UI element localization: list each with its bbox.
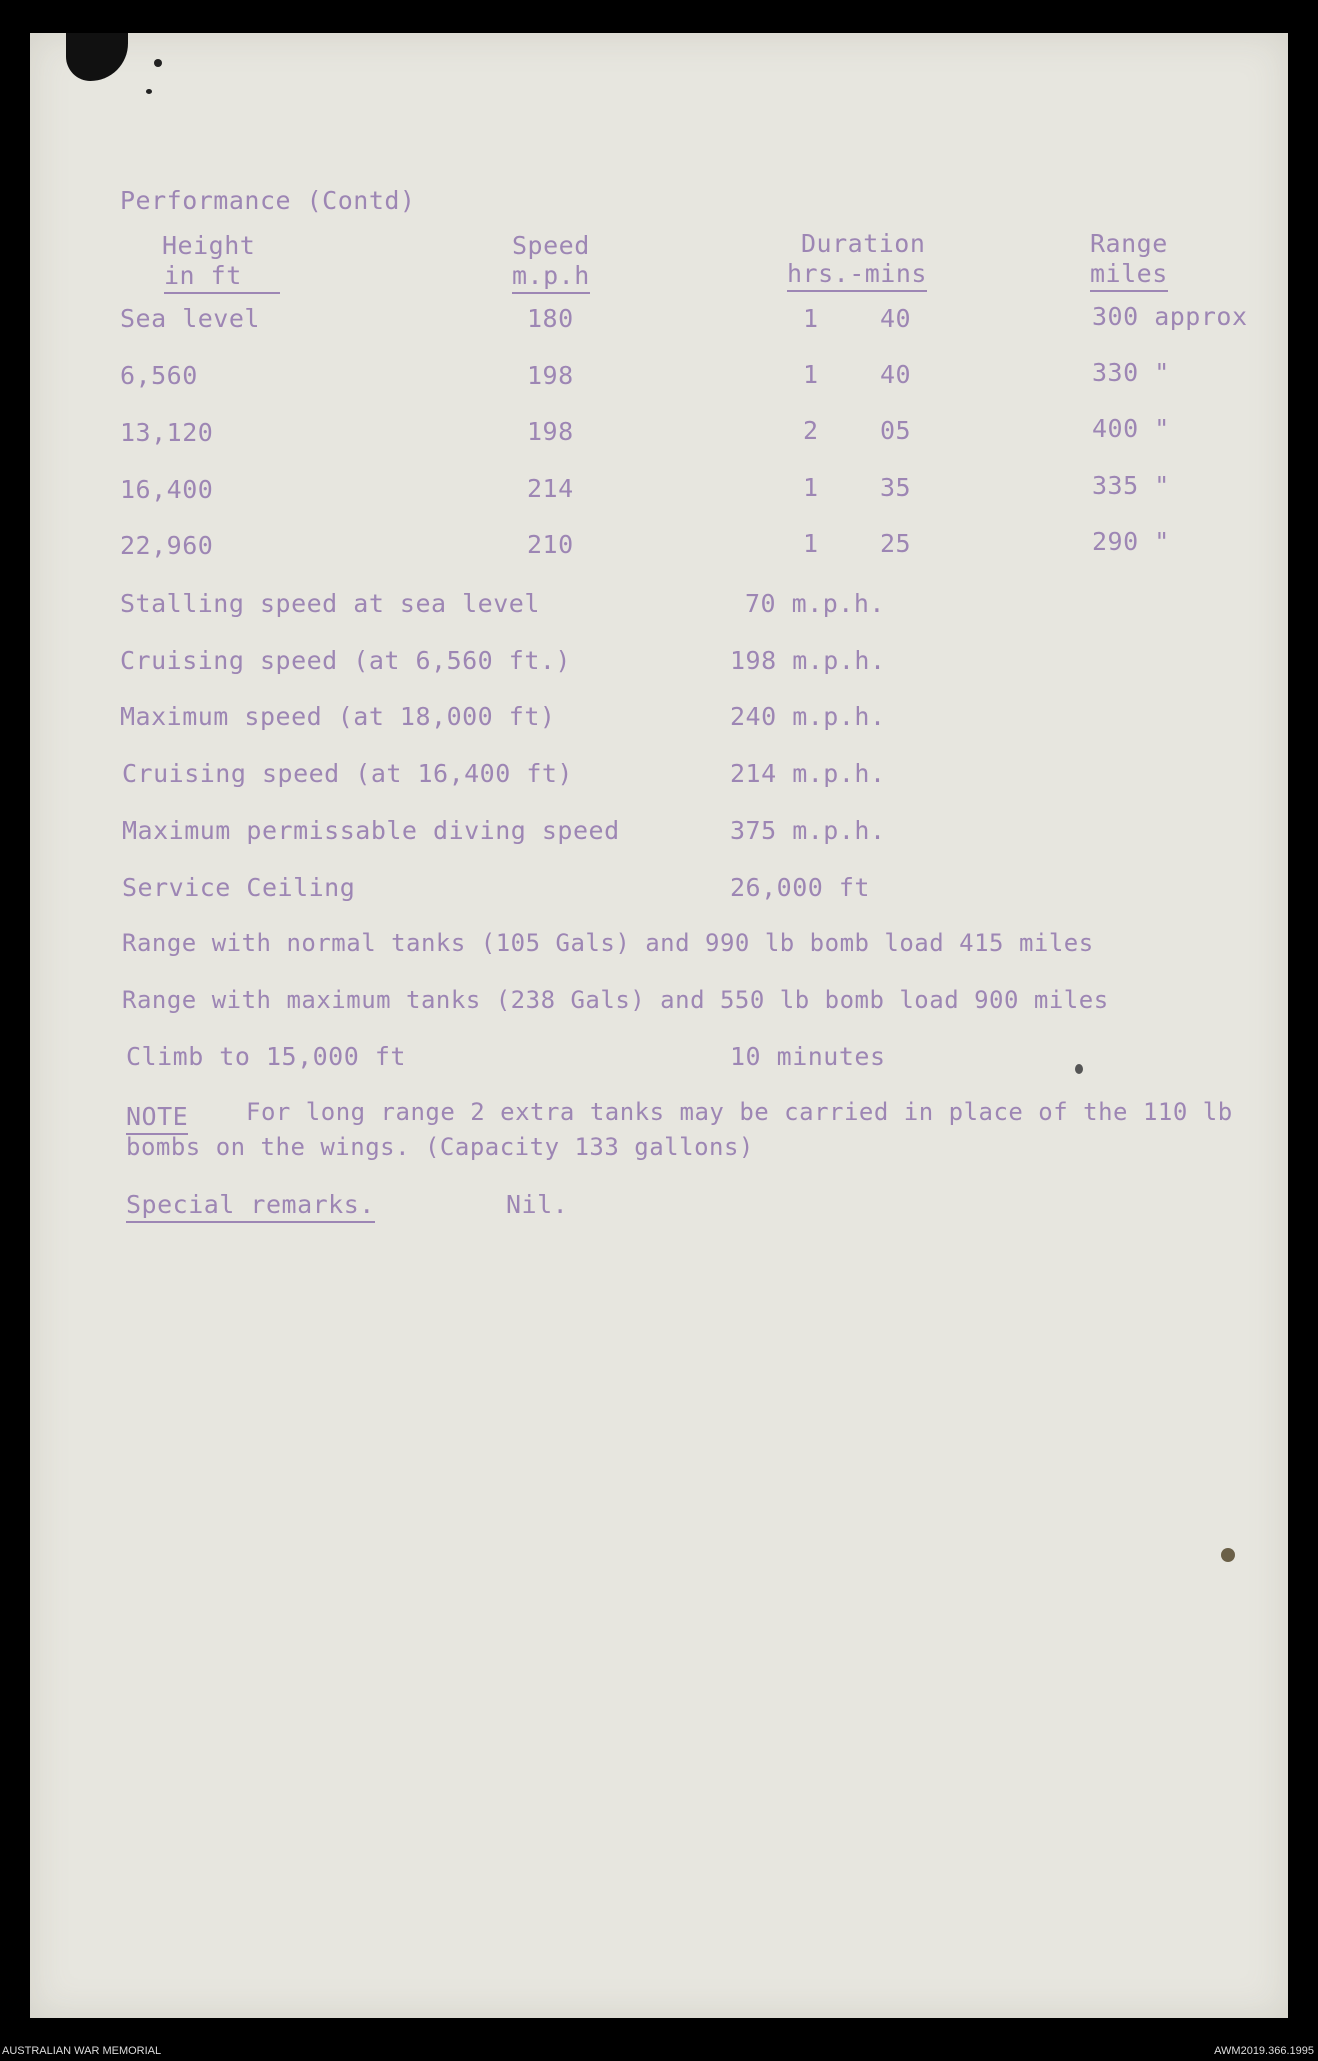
table-cell-hrs: 1	[803, 529, 819, 558]
spec-value: 198 m.p.h.	[730, 646, 886, 675]
col-header-height-2: in ft	[164, 261, 280, 294]
spec-value: 70 m.p.h.	[745, 589, 885, 618]
table-cell-speed: 214	[527, 474, 574, 503]
spec-label: Stalling speed at sea level	[120, 589, 540, 618]
table-cell-height: 6,560	[120, 361, 198, 390]
climb-label: Climb to 15,000 ft	[126, 1042, 406, 1071]
col-header-range-1: Range	[1090, 229, 1168, 258]
note-label: NOTE	[126, 1102, 188, 1135]
col-header-height-1: Height	[162, 231, 256, 260]
col-header-speed-1: Speed	[512, 231, 590, 260]
table-cell-height: 16,400	[120, 475, 214, 504]
table-cell-hrs: 1	[803, 304, 819, 333]
table-cell-hrs: 1	[803, 473, 819, 502]
spec-value: 375 m.p.h.	[730, 816, 886, 845]
table-cell-range: 335 "	[1092, 471, 1170, 500]
table-cell-height: 22,960	[120, 531, 214, 560]
footer-catalogue-id: AWM2019.366.1995	[1214, 2045, 1314, 2057]
page-heading: Performance (Contd)	[120, 186, 416, 215]
range-normal-tanks: Range with normal tanks (105 Gals) and 990 lb bomb load 415 miles	[122, 929, 1094, 957]
table-cell-height: Sea level	[120, 304, 260, 333]
spec-value: 240 m.p.h.	[730, 702, 886, 731]
table-cell-range: 330 "	[1092, 358, 1170, 387]
spec-label: Cruising speed (at 16,400 ft)	[122, 759, 573, 788]
ink-speck	[1221, 1548, 1235, 1562]
table-cell-hrs: 2	[803, 416, 819, 445]
climb-value: 10 minutes	[730, 1042, 886, 1071]
table-cell-mins: 35	[880, 473, 912, 502]
note-line-1: For long range 2 extra tanks may be carried in place of the 110 lb	[246, 1098, 1233, 1126]
table-cell-speed: 198	[527, 417, 574, 446]
col-header-duration-2: hrs.-mins	[787, 259, 927, 292]
spec-label: Maximum permissable diving speed	[122, 816, 620, 845]
spec-label: Service Ceiling	[122, 873, 356, 902]
table-cell-speed: 210	[527, 530, 574, 559]
col-header-range-2: miles	[1090, 259, 1168, 292]
table-cell-mins: 05	[880, 416, 912, 445]
col-header-speed-2: m.p.h	[512, 261, 590, 294]
table-cell-height: 13,120	[120, 418, 214, 447]
table-cell-mins: 40	[880, 360, 912, 389]
table-cell-speed: 198	[527, 361, 574, 390]
note-line-2: bombs on the wings. (Capacity 133 gallons)	[126, 1133, 754, 1161]
ink-blot	[66, 33, 128, 81]
spec-label: Cruising speed (at 6,560 ft.)	[120, 646, 571, 675]
spec-value: 214 m.p.h.	[730, 759, 886, 788]
table-cell-mins: 40	[880, 304, 912, 333]
special-remarks-label: Special remarks.	[126, 1190, 375, 1223]
spec-label: Maximum speed (at 18,000 ft)	[120, 702, 556, 731]
ink-dot	[154, 59, 162, 67]
table-cell-speed: 180	[527, 304, 574, 333]
ink-dot	[146, 89, 152, 94]
table-cell-range: 290 "	[1092, 527, 1170, 556]
table-cell-hrs: 1	[803, 360, 819, 389]
special-remarks-value: Nil.	[506, 1190, 569, 1219]
table-cell-range: 300 approx	[1092, 302, 1248, 331]
table-cell-mins: 25	[880, 529, 912, 558]
footer-credit: AUSTRALIAN WAR MEMORIAL	[2, 2045, 162, 2057]
col-header-duration-1: Duration	[801, 229, 926, 258]
ink-speck	[1075, 1064, 1083, 1074]
spec-value: 26,000 ft	[730, 873, 870, 902]
range-maximum-tanks: Range with maximum tanks (238 Gals) and 550 lb bomb load 900 miles	[122, 986, 1109, 1014]
table-cell-range: 400 "	[1092, 414, 1170, 443]
